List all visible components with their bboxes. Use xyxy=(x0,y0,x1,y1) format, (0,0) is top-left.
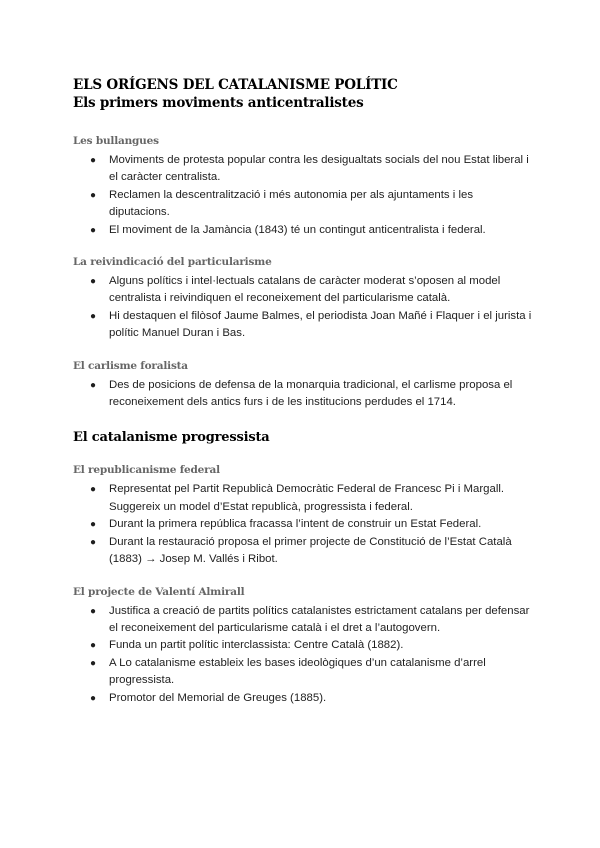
document-title: ELS ORÍGENS DEL CATALANISME POLÍTIC xyxy=(73,77,398,93)
list-item: ● A Lo catalanisme estableix les bases ideològiques d’un catalanisme d’arrel progressista. xyxy=(90,656,486,687)
section-heading-carlisme: El carlisme foralista xyxy=(73,359,188,372)
list-item: ● Justifica a creació de partits polítics catalanistes estrictament catalans per defensar el reconeixement del particularisme català i el dret a l’autogovern. xyxy=(90,604,530,634)
bullet-list-bullangues xyxy=(73,152,533,239)
bullet-icon: ● xyxy=(90,224,97,236)
section-heading-particularisme: La reivindicació del particularisme xyxy=(73,256,272,269)
bullet-icon: ● xyxy=(90,276,97,288)
document-page xyxy=(73,76,533,707)
bullet-list-carlisme xyxy=(73,377,533,412)
list-item: ● Des de posicions de defensa de la monarquia tradicional, el carlisme proposa el reconeixement dels antics furs i de les institucions perdudes el 1714. xyxy=(90,378,513,409)
bullet-icon: ● xyxy=(90,310,97,322)
list-item: ● El moviment de la Jamància (1843) té un contingut anticentralista i federal. xyxy=(73,222,533,239)
bullet-list-particularisme xyxy=(73,273,533,343)
document-subtitle: Els primers moviments anticentralistes xyxy=(73,95,364,111)
list-item: ● Promotor del Memorial de Greuges (1885). xyxy=(73,690,533,707)
bullet-icon: ● xyxy=(90,692,97,704)
list-item: ● Durant la restauració proposa el primer projecte de Constitució de l’Estat Català (1883) → Josep M. Vallés i Ribot. xyxy=(90,535,512,566)
list-item: ● Hi destaquen el filòsof Jaume Balmes, el periodista Joan Mañé i Flaquer i el jurista i polític Manuel Duran i Bas. xyxy=(90,309,532,340)
bullet-icon: ● xyxy=(90,605,97,617)
list-item: ● Moviments de protesta popular contra les desigualtats socials del nou Estat liberal i el caràcter centralista. xyxy=(90,154,529,184)
bullet-icon: ● xyxy=(90,155,97,166)
list-item: ● Reclamen la descentralització i més autonomia per als ajuntaments i les diputacions. xyxy=(90,188,474,219)
list-item: ● Funda un partit polític interclassista: Centre Català (1882). xyxy=(73,637,533,654)
bullet-icon: ● xyxy=(90,519,97,531)
bullet-icon: ● xyxy=(90,379,97,391)
bullet-icon: ● xyxy=(90,536,97,548)
list-item: ● Alguns polítics i intel·lectuals catalans de caràcter moderat s’oposen al model centralista i reivindiquen el reconeixement del particularisme català. xyxy=(90,275,501,305)
section-heading-bullangues: Les bullangues xyxy=(73,135,159,147)
section-title-progressista: El catalanisme progressista xyxy=(73,430,270,446)
bullet-icon: ● xyxy=(90,189,97,201)
bullet-list-republicanisme xyxy=(73,481,533,568)
list-item: ● Durant la primera república fracassa l’intent de construir un Estat Federal. xyxy=(73,516,533,533)
section-heading-almirall: El projecte de Valentí Almirall xyxy=(73,585,245,598)
bullet-list-almirall xyxy=(73,603,533,707)
list-item: ● Representat pel Partit Republicà Democràtic Federal de Francesc Pi i Margall. Suggereix un model d’Estat republicà, progressista i federal. xyxy=(90,483,505,513)
bullet-icon: ● xyxy=(90,657,97,669)
bullet-icon: ● xyxy=(90,640,97,652)
section-heading-republicanisme: El republicanisme federal xyxy=(73,464,220,477)
bullet-icon: ● xyxy=(90,484,97,496)
